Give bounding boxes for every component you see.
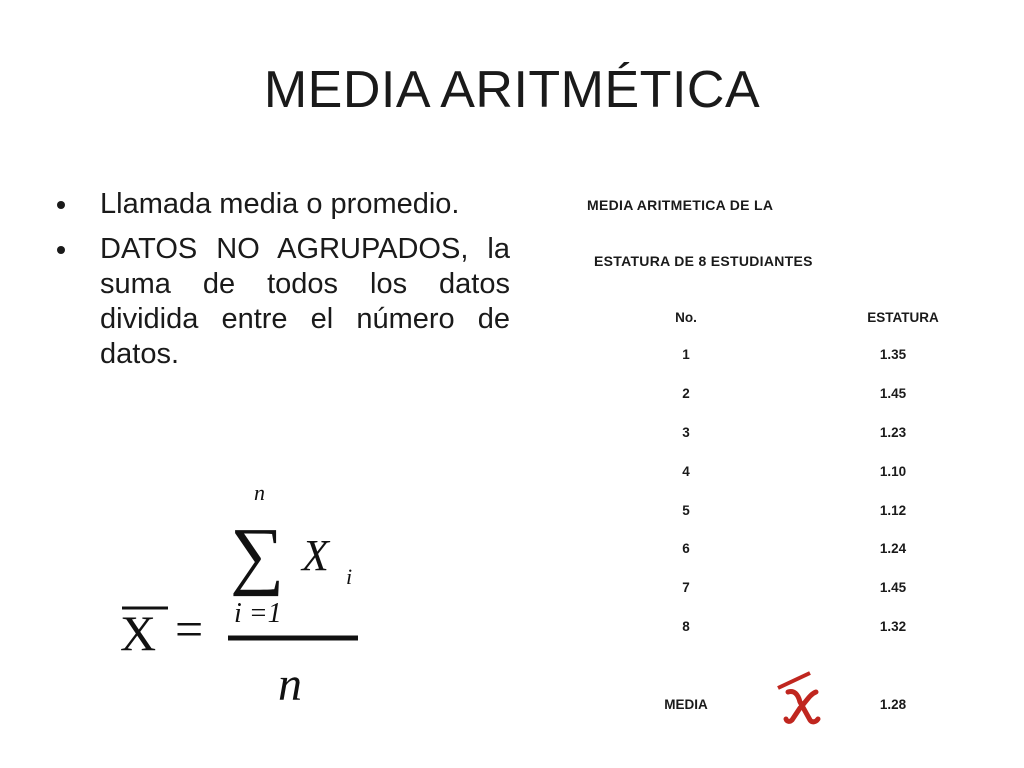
mean-label: MEDIA xyxy=(664,697,708,712)
table-cell-value: 1.12 xyxy=(879,503,907,518)
x-bar-overline xyxy=(778,673,810,688)
slide-title: MEDIA ARITMÉTICA xyxy=(263,61,761,119)
formula-term: X xyxy=(302,531,329,580)
mean-value: 1.28 xyxy=(879,697,907,712)
table-cell-value: 1.35 xyxy=(879,347,907,362)
table-cell-no: 5 xyxy=(682,503,690,518)
table-cell-no: 8 xyxy=(682,619,690,634)
table-title-line2: ESTATURA DE 8 ESTUDIANTES xyxy=(594,253,813,269)
formula-denominator: n xyxy=(278,658,302,711)
bullet-item xyxy=(55,187,510,222)
bullet-list xyxy=(55,187,510,382)
table-cell-value: 1.45 xyxy=(879,580,907,595)
table-title-line1: MEDIA ARITMETICA DE LA xyxy=(587,197,774,213)
table-cell-value: 1.45 xyxy=(879,386,907,401)
bullet-dot xyxy=(57,246,65,254)
table-cell-no: 3 xyxy=(682,425,690,440)
table-cell-no: 2 xyxy=(682,386,690,401)
header-no: No. xyxy=(675,310,697,325)
header-estatura: ESTATURA xyxy=(867,310,939,325)
table-cell-no: 7 xyxy=(682,580,690,595)
bullet-dot xyxy=(57,201,65,209)
formula-subscript: i xyxy=(346,564,353,589)
formula-upper-limit: n xyxy=(254,480,265,505)
formula-equals: = xyxy=(175,601,204,657)
formula-sigma: ∑ xyxy=(230,513,285,597)
bullet-text: DATOS NO AGRUPADOS, la suma de todos los datos dividida entre el número de datos. xyxy=(100,233,510,370)
table-cell-no: 1 xyxy=(682,347,690,362)
table-cell-no: 6 xyxy=(682,541,690,556)
x-bar-stroke-2 xyxy=(786,692,816,721)
table-cell-value: 1.23 xyxy=(879,425,907,440)
x-bar-icon xyxy=(770,668,830,728)
bullet-text: Llamada media o promedio. xyxy=(100,188,460,220)
table-cell-no: 4 xyxy=(682,464,690,479)
formula-lhs: X xyxy=(120,605,157,661)
table-cell-value: 1.10 xyxy=(879,464,907,479)
mean-formula xyxy=(110,478,380,728)
bullet-item xyxy=(55,232,510,372)
formula-lower-limit: i =1 xyxy=(234,598,282,629)
table-cell-value: 1.24 xyxy=(879,541,907,556)
table-cell-value: 1.32 xyxy=(879,619,907,634)
